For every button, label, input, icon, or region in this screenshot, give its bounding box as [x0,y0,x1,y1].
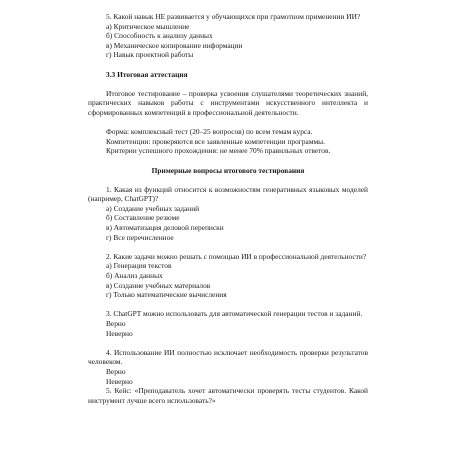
question-1-option-b: б) Составление резюме [106,213,180,223]
question-2-option-b: б) Анализ данных [106,271,163,281]
section-intro: Итоговое тестирование – проверка усвоения слушателями теоретических знаний, практических навыков работы с инструментами искусственного интеллекта и сформированных компетенций в профессиональной деятельности. [88,88,368,117]
examples-title: Примерные вопросы итогового тестирования [151,165,305,175]
question-4-option-false: Неверно [106,376,133,386]
question-2-text: 2. Какие задачи можно решать с помощью ИИ в профессиональной деятельности? [106,251,367,261]
question-2-option-c: в) Создание учебных материалов [106,280,211,290]
prev-option-a: а) Критическое мышление [106,21,190,31]
question-3-option-true: Верно [106,319,126,328]
question-5-text: 5. Кейс: «Преподаватель хочет автоматически проверять тесты студентов. Какой инструмент лучше всего использовать?» [88,386,368,405]
prev-option-b: б) Способность к анализу данных [106,31,213,41]
competencies-line: Компетенции: проверяются все заявленные компетенции программы. [106,136,325,146]
prev-question-text: 5. Какой навык НЕ развивается у обучающихся при грамотном применении ИИ? [106,12,361,21]
question-3-option-false: Неверно [106,328,133,338]
question-2-option-a: а) Генерация текстов [106,261,172,271]
question-4-option-true: Верно [106,366,126,376]
question-3-text: 3. ChatGPT можно использовать для автоматической генерации тестов и заданий. [106,309,363,319]
prev-option-d: г) Навык проектной работы [106,50,194,60]
section-heading: 3.3 Итоговая аттестация [106,69,188,79]
question-1-option-a: а) Создание учебных заданий [106,203,200,213]
question-2-option-d: г) Только математические вычисления [106,290,227,300]
question-1-text: 1. Какая из функций относится к возможностям генеративных языковых моделей (например, ChatGPT)? [88,184,368,204]
question-1-option-d: г) Все перечисленное [106,232,174,242]
prev-option-c: в) Механическое копирование информации [106,40,243,50]
question-1-option-c: в) Автоматизация деловой переписки [106,223,224,233]
criteria-line: Критерии успешного прохождения: не менее 70% правильных ответов. [106,146,331,156]
question-4-text: 4. Использование ИИ полностью исключает необходимость проверки результатов человеком. [88,347,368,367]
form-line: Форма: комплексный тест (20–25 вопросов) по всем темам курса. [106,127,313,137]
